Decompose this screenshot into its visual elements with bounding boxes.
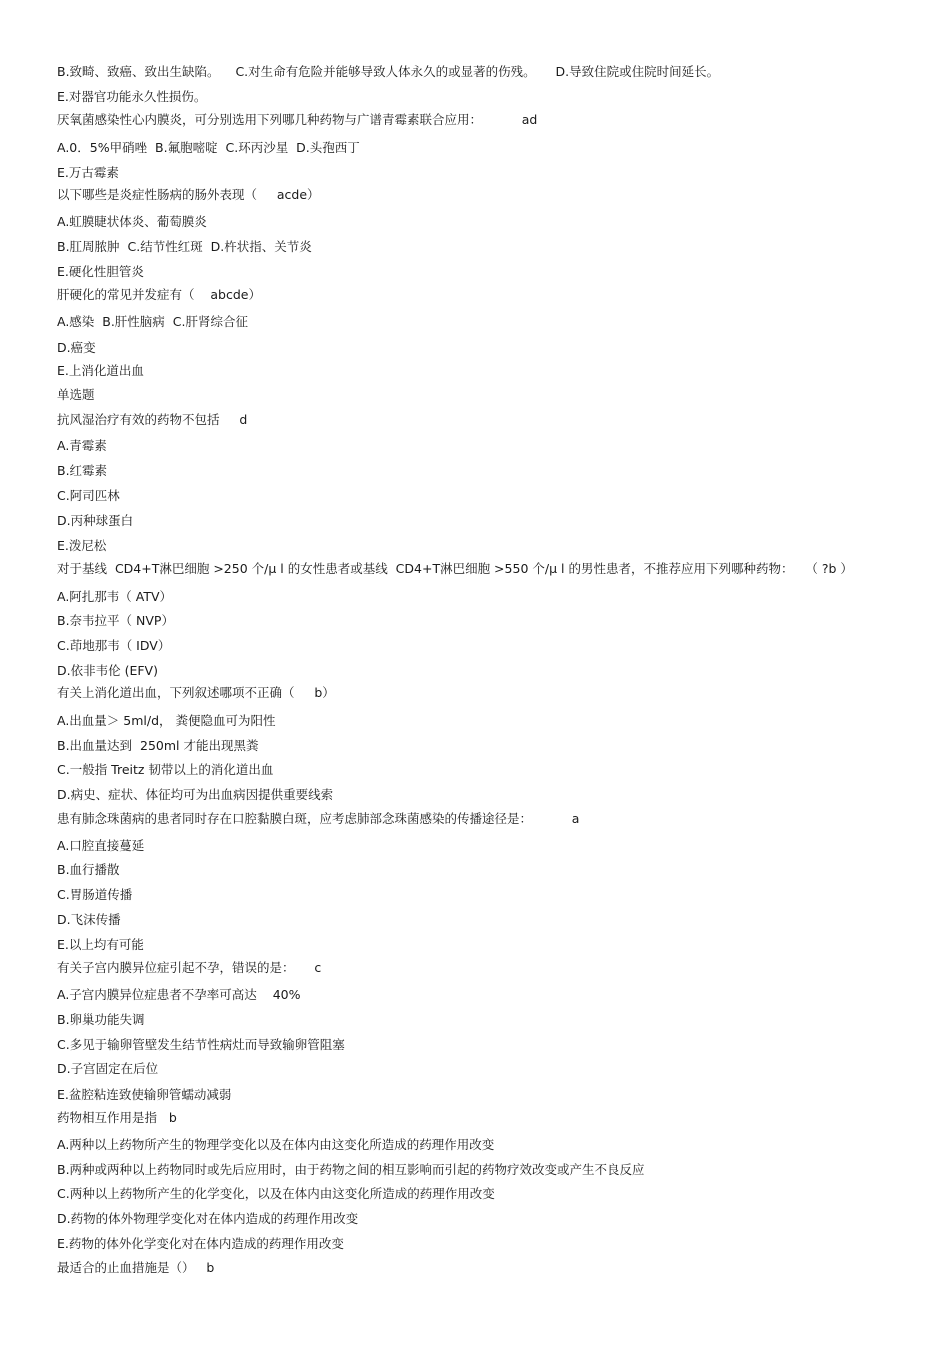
- answer-option: E.硬化性胆管炎: [57, 264, 144, 279]
- answer-option: A.虹膜睫状体炎、葡萄膜炎: [57, 214, 207, 229]
- question-stem: 有关子宫内膜异位症引起不孕，错误的是： c: [57, 960, 322, 975]
- answer-option: C.茚地那韦（ IDV）: [57, 638, 171, 653]
- section-heading: 单选题: [57, 387, 95, 402]
- question-stem: 以下哪些是炎症性肠病的肠外表现（ acde）: [57, 187, 320, 202]
- answer-option: A.出血量＞ 5ml/d， 粪便隐血可为阳性: [57, 713, 276, 728]
- answer-option: D.病史、症状、体征均可为出血病因提供重要线索: [57, 787, 334, 802]
- answer-option: E.上消化道出血: [57, 363, 144, 378]
- answer-option: D.飞沫传播: [57, 912, 121, 927]
- answer-option: A.口腔直接蔓延: [57, 838, 145, 853]
- question-stem: 药物相互作用是指 b: [57, 1110, 177, 1125]
- answer-option: E.盆腔粘连致使输卵管蠕动减弱: [57, 1087, 232, 1102]
- question-stem: 肝硬化的常见并发症有（ abcde）: [57, 287, 261, 302]
- question-stem: 对于基线 CD4+T淋巴细胞 >250 个/μ l 的女性患者或基线 CD4+T淋巴细胞 >550 个/μ l 的男性患者，不推荐应用下列哪种药物： （ ?b ）: [57, 561, 853, 576]
- answer-option: B.红霉素: [57, 463, 108, 478]
- answer-option: B.出血量达到 250ml 才能出现黑粪: [57, 738, 259, 753]
- answer-option: D.依非韦伦 (EFV): [57, 663, 158, 678]
- answer-option: C.一般指 Treitz 韧带以上的消化道出血: [57, 762, 274, 777]
- answer-option: C.两种以上药物所产生的化学变化，以及在体内由这变化所造成的药理作用改变: [57, 1186, 495, 1201]
- answer-option: B.卵巢功能失调: [57, 1012, 145, 1027]
- answer-option: D.子宫固定在后位: [57, 1061, 159, 1076]
- text-line: B.致畸、致癌、致出生缺陷。 C.对生命有危险并能够导致人体永久的或显著的伤残。 D.导致住院或住院时间延长。: [57, 64, 720, 79]
- answer-option: E.药物的体外化学变化对在体内造成的药理作用改变: [57, 1236, 344, 1251]
- answer-option: A.两种以上药物所产生的物理学变化以及在体内由这变化所造成的药理作用改变: [57, 1137, 495, 1152]
- answer-option: A.子宫内膜异位症患者不孕率可高达 40%: [57, 987, 301, 1002]
- answer-option: D.药物的体外物理学变化对在体内造成的药理作用改变: [57, 1211, 359, 1226]
- question-stem: 厌氧菌感染性心内膜炎，可分别选用下列哪几种药物与广谱青霉素联合应用： ad: [57, 112, 538, 127]
- answer-option: A.青霉素: [57, 438, 107, 453]
- answer-option: B.奈韦拉平（ NVP）: [57, 613, 174, 628]
- answer-option: C.多见于输卵管壁发生结节性病灶而导致输卵管阻塞: [57, 1037, 345, 1052]
- answer-option: D.癌变: [57, 340, 96, 355]
- answer-option: B.肛周脓肿 C.结节性红斑 D.杵状指、关节炎: [57, 239, 312, 254]
- answer-option: E.泼尼松: [57, 538, 107, 553]
- answer-option: A.0．5%甲硝唑 B.氟胞嘧啶 C.环丙沙星 D.头孢西丁: [57, 140, 360, 155]
- answer-option: E.以上均有可能: [57, 937, 144, 952]
- question-stem: 患有肺念珠菌病的患者同时存在口腔黏膜白斑，应考虑肺部念珠菌感染的传播途径是： a: [57, 811, 580, 826]
- question-stem: 有关上消化道出血，下列叙述哪项不正确（ b）: [57, 685, 335, 700]
- answer-option: C.胃肠道传播: [57, 887, 133, 902]
- answer-option: A.感染 B.肝性脑病 C.肝肾综合征: [57, 314, 248, 329]
- answer-option: D.丙种球蛋白: [57, 513, 134, 528]
- text-line: E.对器官功能永久性损伤。: [57, 89, 207, 104]
- question-stem: 抗风湿治疗有效的药物不包括 d: [57, 412, 248, 427]
- answer-option: A.阿扎那韦（ ATV）: [57, 589, 173, 604]
- answer-option: E.万古霉素: [57, 165, 119, 180]
- answer-option: C.阿司匹林: [57, 488, 120, 503]
- answer-option: B.两种或两种以上药物同时或先后应用时，由于药物之间的相互影响而引起的药物疗效改变或产生不良反应: [57, 1162, 645, 1177]
- question-stem: 最适合的止血措施是（） b: [57, 1260, 215, 1275]
- answer-option: B.血行播散: [57, 862, 120, 877]
